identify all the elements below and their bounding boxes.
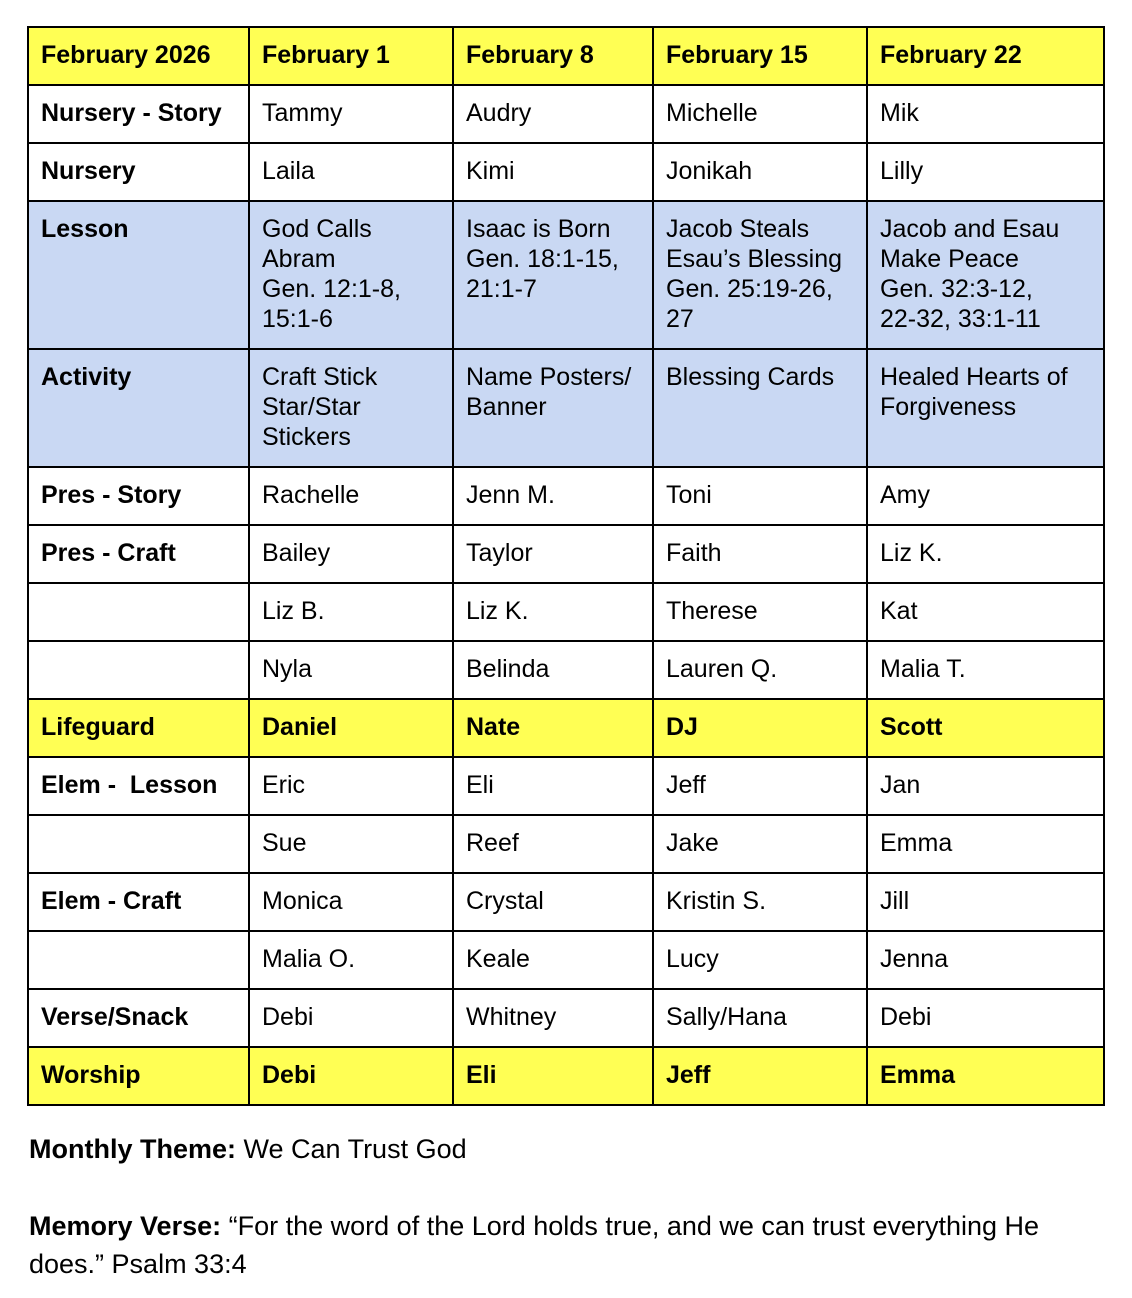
table-cell: Lucy [653, 931, 867, 989]
table-cell: Liz K. [867, 525, 1104, 583]
header-month: February 2026 [28, 27, 249, 85]
table-row [28, 815, 1104, 873]
cell-line: Stickers [262, 423, 351, 451]
table-cell: Nyla [249, 641, 453, 699]
table-cell: Keale [453, 931, 653, 989]
row-label: Nursery [28, 143, 249, 201]
memory-verse [29, 1207, 1119, 1283]
table-cell: Michelle [653, 85, 867, 143]
table-cell: Crystal [453, 873, 653, 931]
table-cell: Lauren Q. [653, 641, 867, 699]
table-cell: Debi [867, 989, 1104, 1047]
cell-line: Jacob Steals [666, 215, 810, 243]
table-row [28, 873, 1104, 931]
table-cell: Taylor [453, 525, 653, 583]
cell-line: Blessing Cards [666, 363, 835, 391]
cell-line: Forgiveness [880, 393, 1017, 421]
row-label: Activity [28, 349, 249, 467]
row-label: Lifeguard [28, 699, 249, 757]
activity-row [28, 349, 1104, 467]
memory-verse-label: Memory Verse: [29, 1211, 222, 1241]
worship-row [28, 1047, 1104, 1105]
monthly-theme-label: Monthly Theme: [29, 1134, 236, 1164]
table-cell: Mik [867, 85, 1104, 143]
row-label: Nursery - Story [28, 85, 249, 143]
table-cell [453, 349, 653, 467]
table-cell: Kat [867, 583, 1104, 641]
cell-line: Craft Stick [262, 363, 378, 391]
cell-line: 22-32, 33:1-11 [880, 305, 1041, 333]
lifeguard-row [28, 699, 1104, 757]
cell-line: Abram [262, 245, 336, 273]
table-cell [453, 201, 653, 349]
header-date: February 1 [249, 27, 453, 85]
cell-line: Jacob and Esau [880, 215, 1060, 243]
table-cell: Nate [453, 699, 653, 757]
header-date: February 8 [453, 27, 653, 85]
row-label: Worship [28, 1047, 249, 1105]
table-row [28, 85, 1104, 143]
cell-line: Star/Star [262, 393, 361, 421]
table-cell: Kristin S. [653, 873, 867, 931]
table-cell: Malia O. [249, 931, 453, 989]
row-label [28, 815, 249, 873]
table-cell: Jonikah [653, 143, 867, 201]
row-label: Elem - Lesson [28, 757, 249, 815]
row-label: Elem - Craft [28, 873, 249, 931]
table-cell: Jenn M. [453, 467, 653, 525]
cell-line: 27 [666, 305, 694, 333]
table-cell: DJ [653, 699, 867, 757]
table-cell: Debi [249, 1047, 453, 1105]
table-row [28, 757, 1104, 815]
table-cell: Emma [867, 1047, 1104, 1105]
schedule-table [27, 26, 1105, 1106]
table-cell: Jeff [653, 757, 867, 815]
table-row [28, 583, 1104, 641]
header-date: February 22 [867, 27, 1104, 85]
table-cell: Jenna [867, 931, 1104, 989]
table-cell: Lilly [867, 143, 1104, 201]
cell-line: Esau’s Blessing [666, 245, 843, 273]
cell-line: Make Peace [880, 245, 1019, 273]
table-cell: Monica [249, 873, 453, 931]
monthly-theme-text: We Can Trust God [243, 1134, 467, 1164]
table-cell: Kimi [453, 143, 653, 201]
cell-line: Gen. 12:1-8, [262, 275, 401, 303]
table-cell: Rachelle [249, 467, 453, 525]
table-cell: Bailey [249, 525, 453, 583]
cell-line: Gen. 25:19-26, [666, 275, 833, 303]
table-cell: Amy [867, 467, 1104, 525]
row-label [28, 583, 249, 641]
table-cell: Malia T. [867, 641, 1104, 699]
table-row [28, 467, 1104, 525]
table-row [28, 641, 1104, 699]
table-cell: Liz B. [249, 583, 453, 641]
cell-line: Healed Hearts of [880, 363, 1068, 391]
row-label: Verse/Snack [28, 989, 249, 1047]
table-cell: Belinda [453, 641, 653, 699]
cell-line: Isaac is Born [466, 215, 611, 243]
table-cell: Audry [453, 85, 653, 143]
row-label: Lesson [28, 201, 249, 349]
table-cell [867, 349, 1104, 467]
table-cell: Sally/Hana [653, 989, 867, 1047]
lesson-row [28, 201, 1104, 349]
row-label [28, 641, 249, 699]
table-cell: Eli [453, 757, 653, 815]
table-cell: Jake [653, 815, 867, 873]
row-label: Pres - Craft [28, 525, 249, 583]
table-cell: Scott [867, 699, 1104, 757]
table-row [28, 989, 1104, 1047]
table-cell: Liz K. [453, 583, 653, 641]
table-cell: Therese [653, 583, 867, 641]
cell-line: Banner [466, 393, 547, 421]
table-cell [653, 349, 867, 467]
table-cell [249, 201, 453, 349]
table-cell: Faith [653, 525, 867, 583]
table-cell [653, 201, 867, 349]
table-cell: Sue [249, 815, 453, 873]
row-label [28, 931, 249, 989]
table-cell: Whitney [453, 989, 653, 1047]
table-row [28, 143, 1104, 201]
table-cell: Daniel [249, 699, 453, 757]
table-cell: Jan [867, 757, 1104, 815]
table-row [28, 525, 1104, 583]
table-cell: Emma [867, 815, 1104, 873]
cell-line: Gen. 18:1-15, [466, 245, 619, 273]
cell-line: 21:1-7 [466, 275, 537, 303]
table-cell: Eli [453, 1047, 653, 1105]
cell-line: Gen. 32:3-12, [880, 275, 1033, 303]
table-cell: Jill [867, 873, 1104, 931]
monthly-theme [29, 1130, 1119, 1168]
cell-line: 15:1-6 [262, 305, 333, 333]
cell-line: God Calls [262, 215, 372, 243]
header-date: February 15 [653, 27, 867, 85]
table-cell [249, 349, 453, 467]
table-cell: Toni [653, 467, 867, 525]
row-label: Pres - Story [28, 467, 249, 525]
table-cell: Eric [249, 757, 453, 815]
table-cell: Debi [249, 989, 453, 1047]
memory-verse-text: “For the word of the Lord holds true, and we can trust everything He does.” Psalm 33:4 [29, 1211, 1040, 1279]
table-row [28, 931, 1104, 989]
table-cell: Reef [453, 815, 653, 873]
cell-line: Name Posters/ [466, 363, 632, 391]
table-cell [867, 201, 1104, 349]
table-cell: Jeff [653, 1047, 867, 1105]
table-cell: Tammy [249, 85, 453, 143]
header-row [28, 27, 1104, 85]
table-cell: Laila [249, 143, 453, 201]
